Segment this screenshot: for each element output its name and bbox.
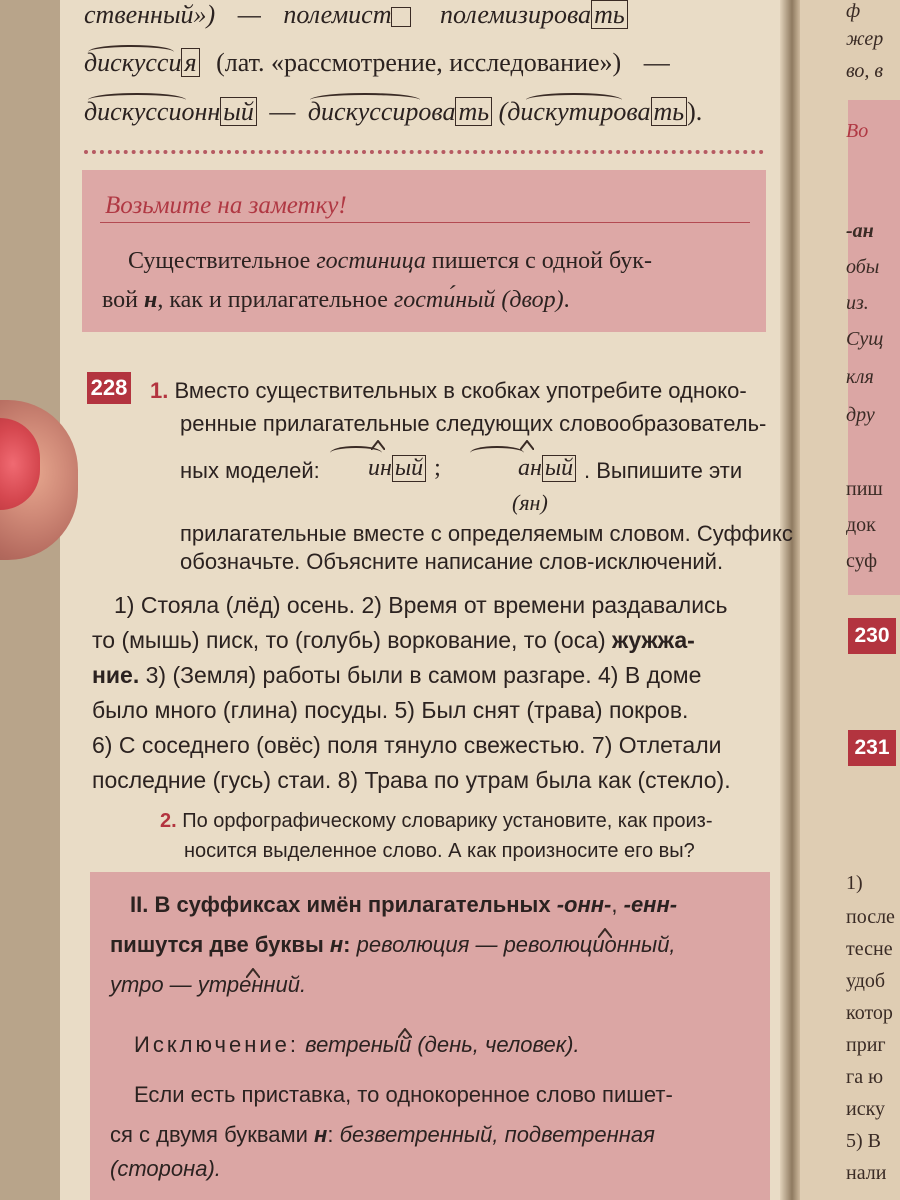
rule-line-2 [110, 932, 676, 958]
note-line-1 [128, 248, 652, 275]
right-page-fragment: га ю [846, 1066, 884, 1088]
text: полемист [283, 0, 392, 29]
ending-box: ть [455, 97, 492, 126]
root-arc [88, 45, 174, 59]
right-page-fragment: ф [846, 0, 861, 22]
text: Если есть приставка, то однокоренное слово пишет- [134, 1082, 673, 1107]
right-page-fragment: иску [846, 1098, 886, 1120]
rule-line-6 [110, 1122, 655, 1148]
task1-line-4 [180, 521, 793, 547]
text: : [327, 1122, 334, 1147]
right-page-fragment: нали [846, 1162, 887, 1184]
italic-word: гостиница [316, 248, 426, 274]
sentence-line [92, 662, 701, 689]
text: полемизирова [439, 0, 592, 29]
text: Существительное [128, 248, 311, 274]
example: безветренный, подветренная [339, 1122, 655, 1147]
text: (дискутирова [498, 97, 651, 126]
text: ). [687, 97, 703, 126]
right-page-fragment: кля [846, 366, 874, 388]
root-arc [470, 446, 524, 460]
example: утро — утренний. [110, 972, 307, 997]
text: вой [102, 287, 139, 313]
italic-letter: н [314, 1122, 328, 1147]
right-page-fragment: после [846, 906, 895, 928]
exercise-number-badge: 230 [848, 618, 896, 654]
example: (сторона). [110, 1156, 221, 1181]
example: революция — революционный, [356, 932, 676, 957]
text: ственный») [84, 0, 216, 29]
task2-line-2 [184, 840, 695, 863]
right-page-fragment: суф [846, 550, 878, 572]
task1-line-1 [150, 378, 747, 404]
text: ренные прилагательные следующих словообразователь- [180, 411, 767, 436]
ending-box: ый [542, 455, 576, 482]
sentence-line [92, 732, 721, 759]
text: носится выделенное слово. А как произносите его вы? [184, 840, 695, 862]
text: : [343, 932, 351, 957]
text: дискусси [84, 48, 182, 77]
rule-line-5 [134, 1082, 673, 1108]
rule-line-1 [130, 892, 677, 918]
right-page-fragment: из. [846, 292, 869, 314]
top-line-1 [84, 0, 628, 30]
exception-word: ветреный [305, 1032, 412, 1057]
text: 1) Стояла (лёд) осень. 2) Время от времени раздавались [114, 592, 728, 618]
right-page-fragment: тесне [846, 938, 893, 960]
note-line-2 [102, 287, 570, 314]
text: дискуссионн [84, 97, 221, 126]
root-arc [526, 93, 622, 107]
empty-ending-box [391, 7, 411, 27]
right-page-fragment: во, в [846, 60, 884, 82]
right-page-fragment: 5) В [846, 1130, 881, 1152]
book-gutter [780, 0, 800, 1200]
suffix: ан [518, 455, 542, 481]
root-arc [310, 93, 420, 107]
sentence-line [92, 627, 695, 654]
text: (день, человек). [417, 1032, 580, 1057]
model-2 [518, 455, 576, 482]
rule-exception [134, 1032, 580, 1058]
model-2-alt: (ян) [512, 490, 548, 515]
sentence-line [92, 697, 688, 724]
task1-line-3 [180, 458, 320, 484]
right-page-fragment: приг [846, 1034, 886, 1056]
right-page-fragment: дру [846, 404, 875, 426]
suffix-caret [398, 1028, 412, 1038]
right-page-fragment: жер [846, 28, 884, 50]
text: 3) (Земля) работы были в самом разгаре. 4) В доме [145, 662, 702, 688]
sentence-line [92, 767, 731, 794]
note-title: Возьмите на заметку! [105, 192, 347, 219]
right-page-fragment: котор [846, 1002, 893, 1024]
text: 6) С соседнего (овёс) поля тянуло свежестью. 7) Отлетали [92, 732, 722, 758]
task-number: 2. [160, 810, 177, 832]
suffix-caret [520, 440, 534, 450]
highlighted-word: ние. [92, 662, 140, 688]
task1-line-5 [180, 549, 723, 575]
right-page-fragment: обы [846, 256, 880, 278]
suffix-caret [371, 440, 385, 450]
italic-letter: н [144, 287, 158, 313]
ending-box: я [181, 48, 199, 77]
suffix: -онн- [556, 892, 612, 917]
note-underline [100, 222, 750, 223]
task1-line-2 [180, 411, 766, 437]
italic-word: (двор) [501, 287, 564, 313]
ending-box: ть [591, 0, 628, 29]
sentence-line [114, 592, 728, 619]
task2-line-1 [160, 810, 713, 833]
text: прилагательные вместе с определяемым словом. Суффикс [180, 521, 793, 546]
task1-line-3b [584, 458, 742, 484]
exercise-number-badge: 231 [848, 730, 896, 766]
text: II. В суффиксах имён прилагательных [130, 892, 551, 917]
dash: — [643, 48, 670, 77]
dash: — [269, 97, 296, 126]
ending-box: ый [392, 455, 426, 482]
text: пишутся две буквы [110, 932, 324, 957]
text: пишется с одной бук- [431, 248, 652, 274]
suffix: -енн- [623, 892, 678, 917]
right-page-fragment: док [846, 514, 876, 536]
italic-word: гости́ный [393, 287, 496, 313]
right-page-fragment: пиш [846, 478, 883, 500]
text: . Выпишите эти [584, 458, 743, 483]
italic-letter: н [329, 932, 344, 957]
dotted-divider [84, 150, 764, 154]
text: (лат. «рассмотрение, исследование») [216, 48, 622, 77]
separator: ; [434, 455, 441, 481]
text: , как и прилагательное [157, 287, 388, 313]
right-page-fragment: 1) [846, 872, 863, 894]
task-number: 1. [150, 378, 169, 403]
ending-box: ый [220, 97, 257, 126]
highlighted-word: жужжа- [612, 627, 695, 653]
right-page-fragment: -ан [846, 220, 874, 242]
right-page-fragment: удоб [846, 970, 886, 992]
dash: — [237, 0, 261, 29]
text: Вместо существительных в скобках употребите одноко- [174, 378, 747, 403]
rule-line-3 [110, 972, 306, 998]
text: ся с двумя буквами [110, 1122, 308, 1147]
text: , [611, 892, 618, 917]
text: то (мышь) писк, то (голубь) воркование, то (оса) [92, 627, 606, 653]
ending-box: ть [651, 97, 688, 126]
exception-label: Исключение: [134, 1032, 300, 1057]
text: последние (гусь) стаи. 8) Трава по утрам была как (стекло). [92, 767, 731, 793]
rule-line-7 [110, 1156, 221, 1182]
text: дискуссирова [307, 97, 456, 126]
exercise-number-badge: 228 [87, 372, 131, 404]
root-arc [88, 93, 186, 107]
suffix: ин [368, 455, 392, 481]
text: было много (глина) посуды. 5) Был снят (трава) покров. [92, 697, 689, 723]
right-page-fragment: Сущ [846, 328, 884, 350]
text: По орфографическому словарику установите, как произ- [182, 810, 713, 832]
text: обозначьте. Объясните написание слов-исключений. [180, 549, 724, 574]
suffix-caret [598, 928, 612, 938]
text: . [563, 287, 570, 313]
right-page-fragment: Во [846, 120, 869, 142]
suffix-caret [246, 968, 260, 978]
text: ных моделей: [180, 458, 320, 483]
